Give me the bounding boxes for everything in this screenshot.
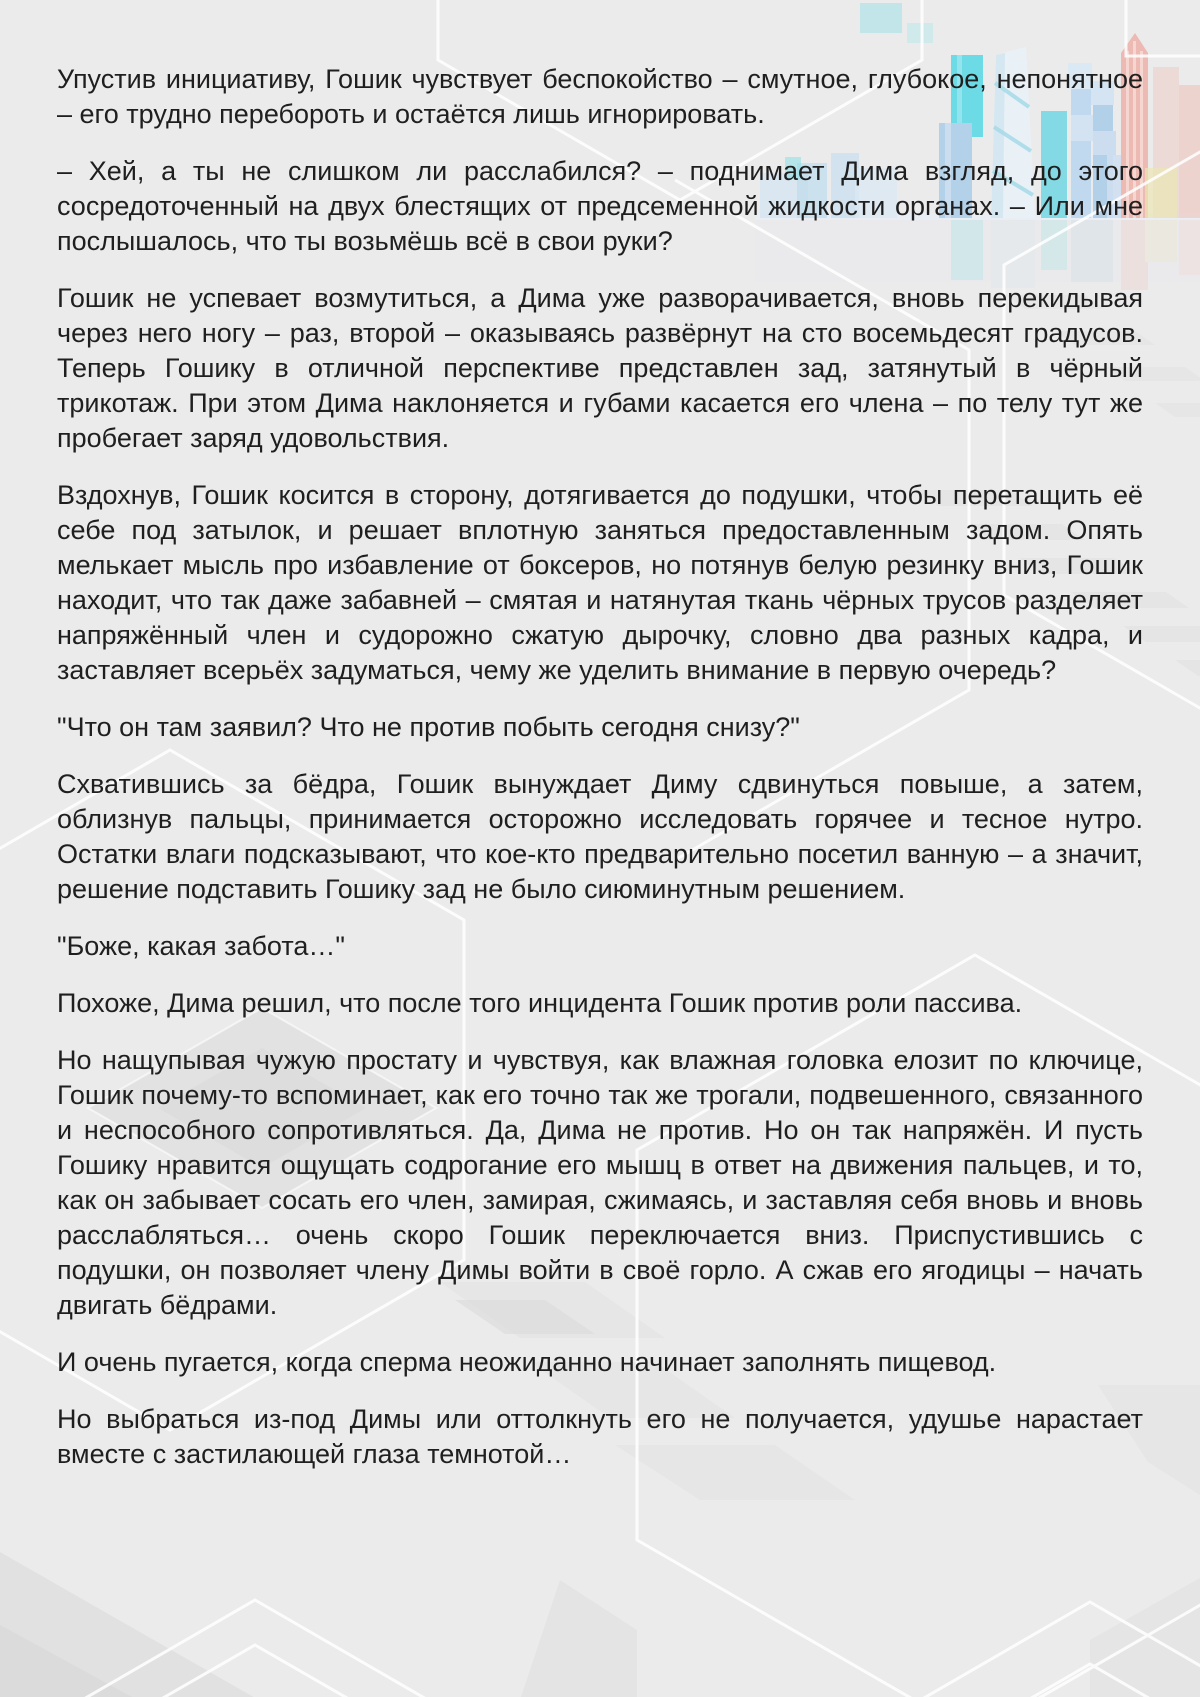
paragraph: Вздохнув, Гошик косится в сторону, дотягивается до подушки, чтобы перетащить её себе под затылок, и решает вплотную заняться предоставленным задом. Опять мелькает мысль про избавление от боксеров, но потянув белую резинку вниз, Гошик находит, что так даже забавней – смятая и натянутая ткань чёрных трусов разделяет напряжённый член и судорожно сжатую дырочку, словно два разных кадра, и заставляет всерьёх задуматься, чему же уделить внимание в первую очередь? [57,480,1143,685]
paragraph: Но выбраться из-под Димы или оттолкнуть его не получается, удушье нарастает вместе с застилающей глаза темнотой… [57,1404,1143,1469]
paragraph: – Хей, а ты не слишком ли расслабился? – поднимает Дима взгляд, до этого сосредоточенный на двух блестящих от предсеменной жидкости органах. – Или мне послышалось, что ты возьмёшь всё в свои руки? [57,156,1143,256]
paragraph: "Что он там заявил? Что не против побыть сегодня снизу?" [57,712,800,742]
paragraph: Гошик не успевает возмутиться, а Дима уже разворачивается, вновь перекидывая через него ногу – раз, второй – оказываясь развёрнут на сто восемьдесят градусов. Теперь Гошику в отличной перспективе представлен зад, затянутый в чёрный трикотаж. При этом Дима наклоняется и губами касается его члена – по телу тут же пробегает заряд удовольствия. [57,283,1143,453]
paragraph: Упустив инициативу, Гошик чувствует беспокойство – смутное, глубокое, непонятное – его трудно перебороть и остаётся лишь игнорировать. [57,64,1143,129]
paragraph: И очень пугается, когда сперма неожиданно начинает заполнять пищевод. [57,1347,997,1377]
story-text [57,62,1143,1472]
paragraph: "Боже, какая забота…" [57,931,346,961]
paragraph: Но нащупывая чужую простату и чувствуя, как влажная головка елозит по ключице, Гошик почему-то вспоминает, как его точно так же трогали, подвешенного, связанного и неспособного сопротивляться. Да, Дима не против. Но он так напряжён. И пусть Гошику нравится ощущать содрогание его мышц в ответ на движения пальцев, и то, как он забывает сосать его член, замирая, сжимаясь, и заставляя себя вновь и вновь расслабляться… очень скоро Гошик переключается вниз. Приспустившись с подушки, он позволяет члену Димы войти в своё горло. А сжав его ягодицы – начать двигать бёдрами. [57,1045,1143,1320]
paragraph: Похоже, Дима решил, что после того инцидента Гошик против роли пассива. [57,988,1023,1018]
paragraph: Схватившись за бёдра, Гошик вынуждает Диму сдвинуться повыше, а затем, облизнув пальцы, принимается осторожно исследовать горячее и тесное нутро. Остатки влаги подсказывают, что кое-кто предварительно посетил ванную – а значит, решение подставить Гошику зад не было сиюминутным решением. [57,769,1143,904]
